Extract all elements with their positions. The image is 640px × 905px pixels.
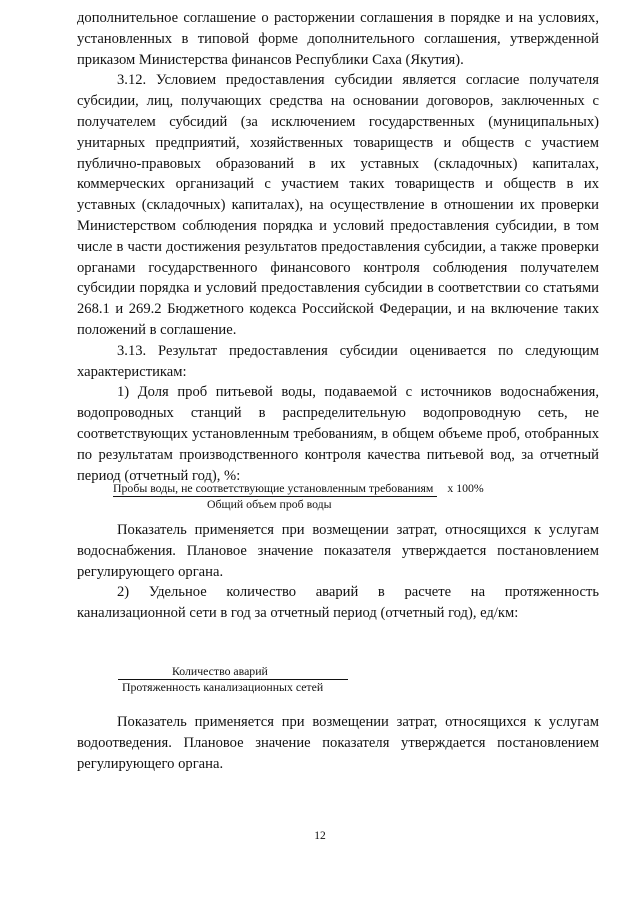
formula-1-denominator: Общий объем проб воды: [207, 497, 332, 511]
formula-water-samples: [113, 481, 533, 512]
paragraph-3-12: 3.12. Условием предоставления субсидии является согласие получателя субсидии, лиц, получающих средства на основании договоров, заключенных с получателем субсидий (за исключением государственных (муниципальных) унитарных предприятий, хозяйственных товариществ и обществ с участием публично-правовых образований в их уставных (складочных) капиталах, коммерческих организаций с участием таких товариществ и обществ в их уставных (складочных) капиталах), на осуществление в отношении их проверки Министерством соблюдения порядка и условий предоставления субсидии, в том числе в части достижения результатов предоставления субсидии, а также проверки органами государственного финансового контроля соблюдения получателем субсидии порядка и условий предоставления субсидии в соответствии со статьями 268.1 и 269.2 Бюджетного кодекса Российской Федерации, и на включение таких положений в соглашение.: [77, 72, 599, 338]
text-block-c: [77, 712, 599, 774]
paragraph-indicator-1: 1) Доля проб питьевой воды, подаваемой с источников водоснабжения, водопроводных станций в распределительную водопроводную сеть, не соответствующих установленным требованиям, в общем объеме проб, отобранных по результатам производственного контроля качества питьевой вод, за отчетный период (отчетный год), %:: [77, 384, 599, 484]
paragraph-3-13: 3.13. Результат предоставления субсидии оценивается по следующим характеристикам:: [77, 342, 599, 380]
paragraph-water-supply-note: Показатель применяется при возмещении затрат, относящихся к услугам водоснабжения. Плановое значение показателя утверждается постановлением регулирующего органа.: [77, 522, 599, 580]
formula-1-multiplier: x 100%: [447, 481, 484, 495]
paragraph-sewerage-note: Показатель применяется при возмещении затрат, относящихся к услугам водоотведения. Плановое значение показателя утверждается постановлением регулирующего органа.: [77, 714, 599, 772]
formula-2-denominator: Протяженность канализационных сетей: [122, 680, 324, 694]
paragraph-indicator-2: 2) Удельное количество аварий в расчете на протяженность канализационной сети в год за отчетный период (отчетный год), ед/км:: [77, 584, 599, 622]
formula-2-numerator: Количество аварий: [118, 664, 348, 680]
paragraph-termination: дополнительное соглашение о расторжении соглашения в порядке и на условиях, установленных в типовой форме дополнительного соглашения, утвержденной приказом Министерства финансов Республики Саха (Якутия).: [77, 10, 599, 68]
page-number: 12: [314, 830, 326, 842]
text-block-b: [77, 520, 599, 624]
main-text-block: [77, 8, 599, 486]
formula-1-numerator: Пробы воды, не соответствующие установленным требованиям: [113, 481, 437, 497]
formula-sewer-accidents: [118, 664, 348, 695]
